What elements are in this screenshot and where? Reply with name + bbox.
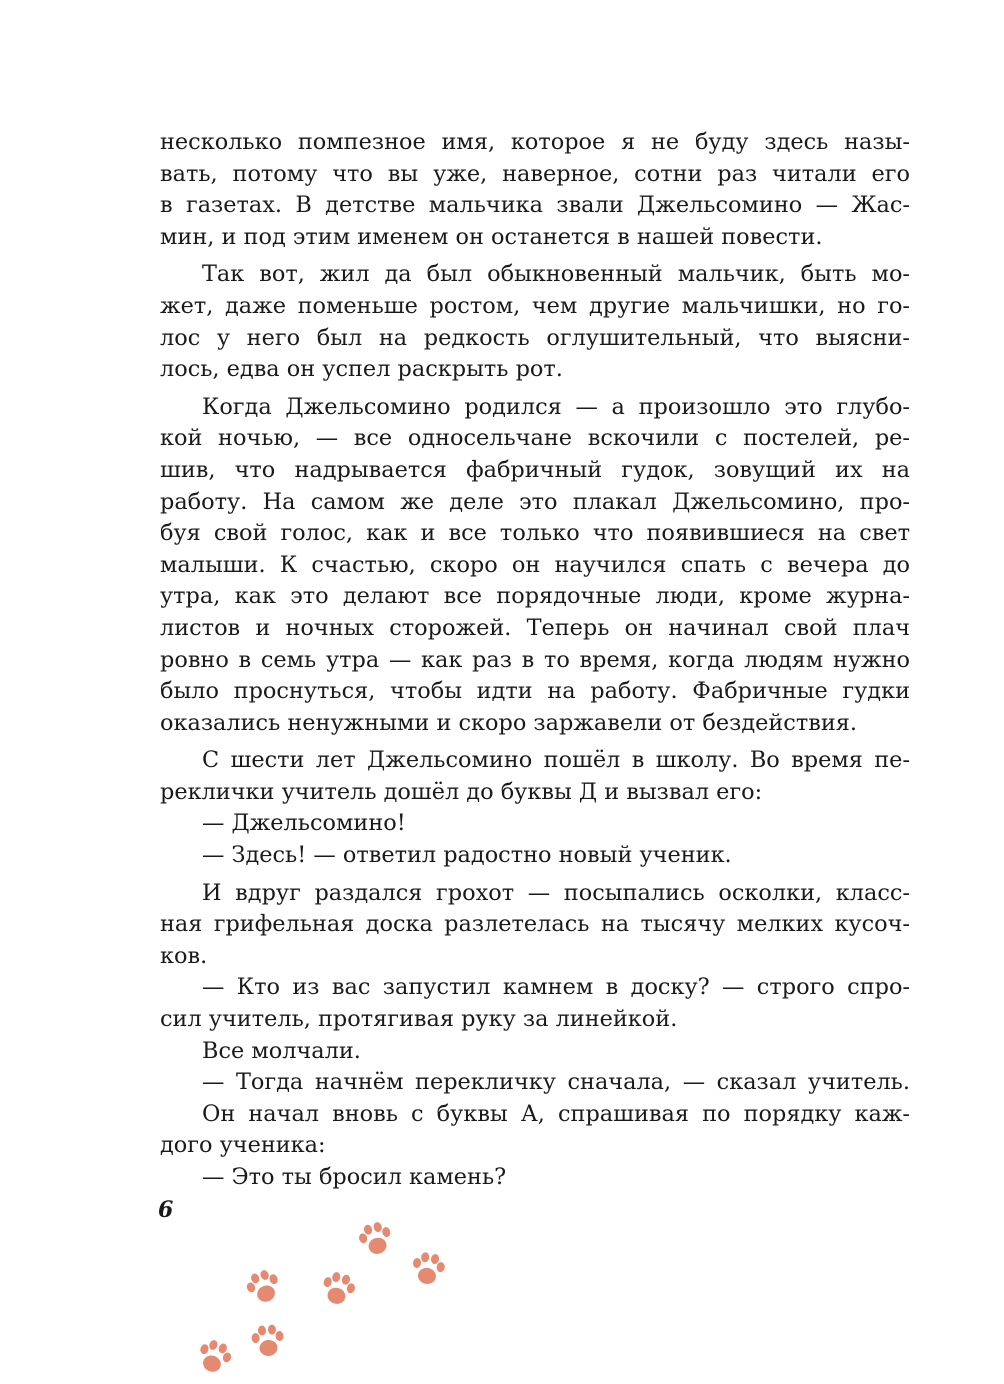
text-line: Он начал вновь с буквы А, спрашивая по порядку каж- bbox=[202, 1100, 910, 1127]
text-line: И вдруг раздался грохот — посыпались осколки, класс- bbox=[202, 879, 910, 906]
text-line: оказались ненужными и скоро заржавели от бездействия. bbox=[160, 709, 857, 736]
text-line: ровно в семь утра — как раз в то время, когда людям нужно bbox=[160, 646, 910, 673]
text-line: шив, что надрывается фабричный гудок, зовущий их на bbox=[160, 456, 910, 483]
text-line: дого ученика: bbox=[160, 1132, 326, 1159]
text-line: лос у него был на редкость оглушительный, что выясни- bbox=[160, 324, 910, 351]
paw-print-icon bbox=[405, 1247, 451, 1293]
text-line: лось, едва он успел раскрыть рот. bbox=[160, 356, 563, 383]
text-line: Так вот, жил да был обыкновенный мальчик, быть мо- bbox=[202, 261, 910, 288]
text-line: мин, и под этим именем он останется в нашей повести. bbox=[160, 223, 823, 250]
text-line: вать, потому что вы уже, наверное, сотни раз читали его bbox=[160, 160, 910, 187]
text-line: сил учитель, протягивая руку за линейкой. bbox=[160, 1006, 678, 1033]
paw-print-icon bbox=[352, 1216, 401, 1265]
paw-print-icon bbox=[314, 1266, 363, 1315]
text-line: кой ночью, — все односельчане вскочили с постелей, ре- bbox=[160, 425, 910, 452]
dialogue-line: — Здесь! — ответил радостно новый ученик. bbox=[202, 842, 732, 869]
page-number: 6 bbox=[158, 1197, 174, 1223]
book-page-text bbox=[160, 127, 910, 1194]
dialogue-line: — Тогда начнём перекличку сначала, — сказал учитель. bbox=[202, 1069, 910, 1096]
text-line: С шести лет Джельсомино пошёл в школу. Во время пе- bbox=[202, 747, 910, 774]
text-line: ная грифельная доска разлетелась на тысячу мелких кусоч- bbox=[160, 911, 910, 938]
text-line: утра, как это делают все порядочные люди, кроме журна- bbox=[160, 583, 910, 610]
text-line: работу. На самом же деле это плакал Джельсомино, про- bbox=[160, 488, 910, 515]
text-line: реклички учитель дошёл до буквы Д и вызвал его: bbox=[160, 778, 763, 805]
paw-print-icon bbox=[238, 1262, 289, 1313]
paw-print-icon bbox=[188, 1332, 239, 1383]
text-line: буя свой голос, как и все только что появившиеся на свет bbox=[160, 520, 910, 547]
text-line: Все молчали. bbox=[202, 1037, 361, 1064]
dialogue-line: — Это ты бросил камень? bbox=[202, 1164, 507, 1190]
text-line: малыши. К счастью, скоро он научился спать с вечера до bbox=[160, 551, 910, 578]
text-line: в газетах. В детстве мальчика звали Джельсомино — Жас- bbox=[160, 192, 910, 219]
text-line: ков. bbox=[160, 942, 208, 969]
text-line: жет, даже поменьше ростом, чем другие мальчишки, но го- bbox=[160, 292, 910, 319]
text-line: листов и ночных сторожей. Теперь он начинал свой плач bbox=[160, 614, 910, 641]
text-line: несколько помпезное имя, которое я не буду здесь назы- bbox=[160, 129, 910, 155]
paw-print-icon bbox=[246, 1320, 289, 1363]
dialogue-line: — Кто из вас запустил камнем в доску? — строго спро- bbox=[202, 974, 910, 1001]
dialogue-line: — Джельсомино! bbox=[202, 810, 406, 837]
text-line: Когда Джельсомино родился — а произошло это глубо- bbox=[202, 393, 910, 420]
text-line: было проснуться, чтобы идти на работу. Фабричные гудки bbox=[160, 678, 910, 705]
